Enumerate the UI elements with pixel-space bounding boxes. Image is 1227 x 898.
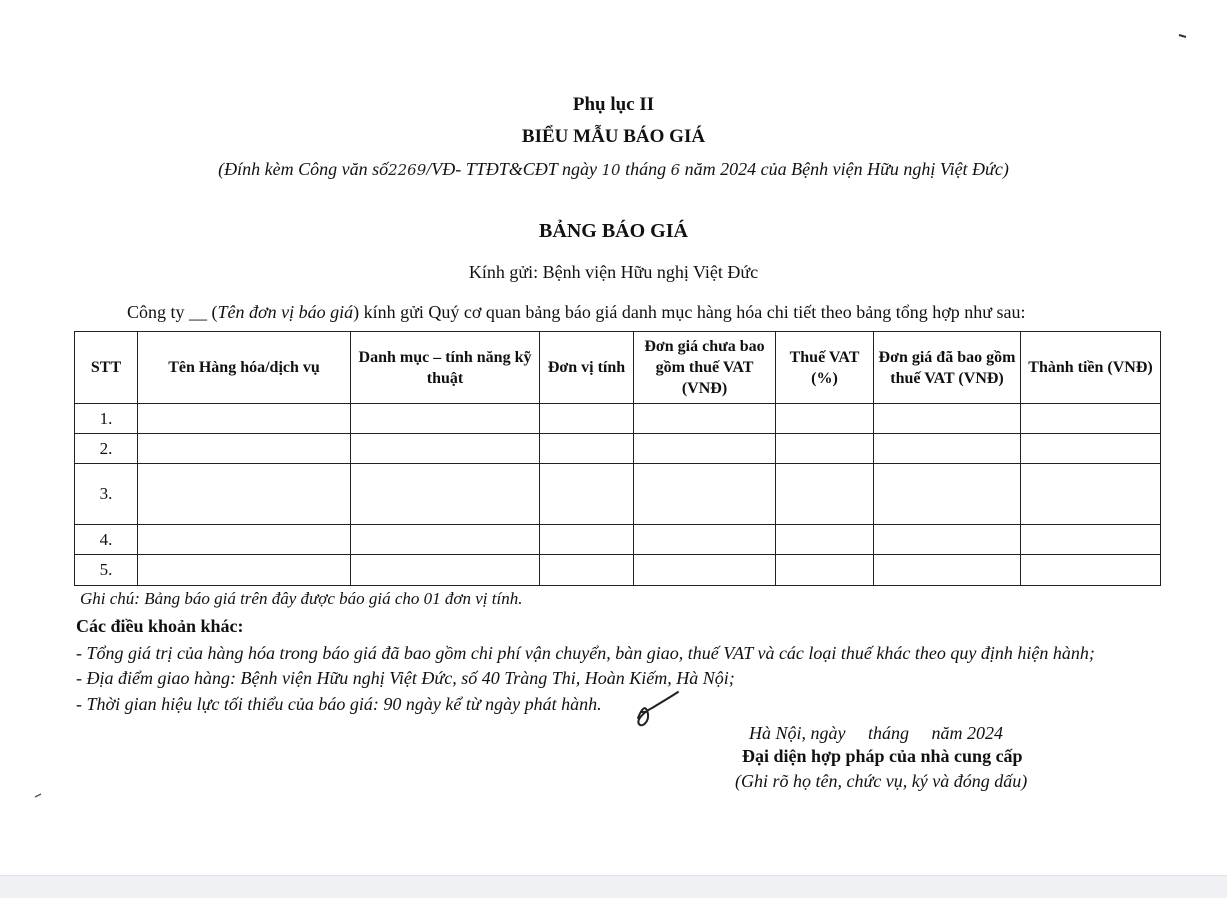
cell-total[interactable] bbox=[1021, 525, 1161, 555]
signature-date-line: Hà Nội, ngày tháng năm 2024 bbox=[749, 723, 1003, 743]
scan-speck bbox=[1178, 32, 1188, 40]
cell-item-name[interactable] bbox=[138, 525, 351, 555]
appendix-label: Phụ lục II bbox=[572, 94, 655, 115]
intro-start: Công ty __ ( bbox=[127, 302, 218, 322]
row-number: 5. bbox=[75, 555, 138, 586]
cell-specifications[interactable] bbox=[351, 464, 540, 525]
cell-price-excl-vat[interactable] bbox=[634, 464, 776, 525]
cell-price-incl-vat[interactable] bbox=[874, 404, 1021, 434]
cell-price-excl-vat[interactable] bbox=[634, 555, 776, 586]
cell-vat-rate[interactable] bbox=[776, 434, 874, 464]
header-unit-price-incl-vat: Đơn giá đã bao gồm thuế VAT (VNĐ) bbox=[874, 332, 1021, 404]
row-number: 3. bbox=[75, 464, 138, 525]
quotation-table bbox=[74, 331, 1161, 586]
cell-unit[interactable] bbox=[540, 525, 634, 555]
cell-price-incl-vat[interactable] bbox=[874, 555, 1021, 586]
cell-item-name[interactable] bbox=[138, 464, 351, 525]
cell-item-name[interactable] bbox=[138, 404, 351, 434]
cell-item-name[interactable] bbox=[138, 434, 351, 464]
cell-total[interactable] bbox=[1021, 555, 1161, 586]
cell-price-incl-vat[interactable] bbox=[874, 434, 1021, 464]
handwritten-dispatch-number: 2269 bbox=[388, 161, 427, 179]
scan-speck bbox=[34, 792, 44, 800]
quotation-sheet-title: BẢNG BÁO GIÁ bbox=[539, 220, 688, 242]
form-title: BIỂU MẪU BÁO GIÁ bbox=[521, 126, 706, 147]
cell-total[interactable] bbox=[1021, 434, 1161, 464]
cell-unit[interactable] bbox=[540, 434, 634, 464]
handwritten-month: 6 bbox=[670, 161, 681, 179]
header-vat-rate: Thuế VAT (%) bbox=[776, 332, 874, 404]
table-header-row bbox=[75, 332, 1161, 404]
header-specifications: Danh mục – tính năng kỹ thuật bbox=[351, 332, 540, 404]
cell-unit[interactable] bbox=[540, 555, 634, 586]
intro-paragraph bbox=[127, 302, 1026, 323]
viewer-bottom-bar bbox=[0, 875, 1227, 898]
attachment-suffix: năm 2024 của Bệnh viện Hữu nghị Việt Đức) bbox=[684, 159, 1009, 179]
term-item-validity: - Thời gian hiệu lực tối thiểu của báo giá: 90 ngày kể từ ngày phát hành. bbox=[76, 694, 602, 714]
cell-specifications[interactable] bbox=[351, 525, 540, 555]
other-terms-heading: Các điều khoản khác: bbox=[76, 616, 244, 636]
cell-vat-rate[interactable] bbox=[776, 464, 874, 525]
intro-italic: Tên đơn vị báo giá bbox=[217, 302, 354, 322]
cell-unit[interactable] bbox=[540, 404, 634, 434]
handwritten-day: 10 bbox=[601, 161, 621, 179]
cell-total[interactable] bbox=[1021, 404, 1161, 434]
cell-vat-rate[interactable] bbox=[776, 404, 874, 434]
cell-specifications[interactable] bbox=[351, 404, 540, 434]
attachment-prefix: (Đính kèm Công văn số bbox=[218, 159, 389, 179]
attachment-mid-2: tháng bbox=[625, 159, 667, 179]
recipient-line: Kính gửi: Bệnh viện Hữu nghị Việt Đức bbox=[468, 262, 759, 282]
attachment-line bbox=[0, 159, 1227, 180]
cell-vat-rate[interactable] bbox=[776, 525, 874, 555]
cell-price-excl-vat[interactable] bbox=[634, 525, 776, 555]
signature-title: Đại diện hợp pháp của nhà cung cấp bbox=[742, 746, 1023, 766]
attachment-mid-1: /VĐ- TTĐT&CĐT ngày bbox=[426, 159, 597, 179]
cell-item-name[interactable] bbox=[138, 555, 351, 586]
table-note: Ghi chú: Bảng báo giá trên đây được báo giá cho 01 đơn vị tính. bbox=[80, 589, 523, 608]
signature-instruction: (Ghi rõ họ tên, chức vụ, ký và đóng dấu) bbox=[735, 771, 1028, 791]
handwritten-initial-mark bbox=[632, 690, 682, 732]
table-row bbox=[75, 434, 1161, 464]
header-unit: Đơn vị tính bbox=[540, 332, 634, 404]
term-item-delivery: - Địa điểm giao hàng: Bệnh viện Hữu nghị Việt Đức, số 40 Tràng Thi, Hoàn Kiếm, Hà Nội; bbox=[76, 668, 735, 688]
intro-end: ) kính gửi Quý cơ quan bảng báo giá danh mục hàng hóa chi tiết theo bảng tổng hợp như sau: bbox=[353, 302, 1026, 322]
row-number: 1. bbox=[75, 404, 138, 434]
cell-specifications[interactable] bbox=[351, 434, 540, 464]
cell-price-incl-vat[interactable] bbox=[874, 464, 1021, 525]
cell-unit[interactable] bbox=[540, 464, 634, 525]
cell-specifications[interactable] bbox=[351, 555, 540, 586]
cell-total[interactable] bbox=[1021, 464, 1161, 525]
header-stt: STT bbox=[75, 332, 138, 404]
header-total: Thành tiền (VNĐ) bbox=[1021, 332, 1161, 404]
term-item-price: - Tổng giá trị của hàng hóa trong báo giá đã bao gồm chi phí vận chuyển, bàn giao, thuế VAT và các loại thuế khác theo quy định hiện hành; bbox=[76, 643, 1095, 663]
cell-price-excl-vat[interactable] bbox=[634, 434, 776, 464]
header-item-name: Tên Hàng hóa/dịch vụ bbox=[138, 332, 351, 404]
row-number: 2. bbox=[75, 434, 138, 464]
cell-price-incl-vat[interactable] bbox=[874, 525, 1021, 555]
table-row bbox=[75, 525, 1161, 555]
cell-price-excl-vat[interactable] bbox=[634, 404, 776, 434]
row-number: 4. bbox=[75, 525, 138, 555]
table-row bbox=[75, 555, 1161, 586]
table-row bbox=[75, 464, 1161, 525]
table-row bbox=[75, 404, 1161, 434]
header-unit-price-excl-vat: Đơn giá chưa bao gồm thuế VAT (VNĐ) bbox=[634, 332, 776, 404]
cell-vat-rate[interactable] bbox=[776, 555, 874, 586]
